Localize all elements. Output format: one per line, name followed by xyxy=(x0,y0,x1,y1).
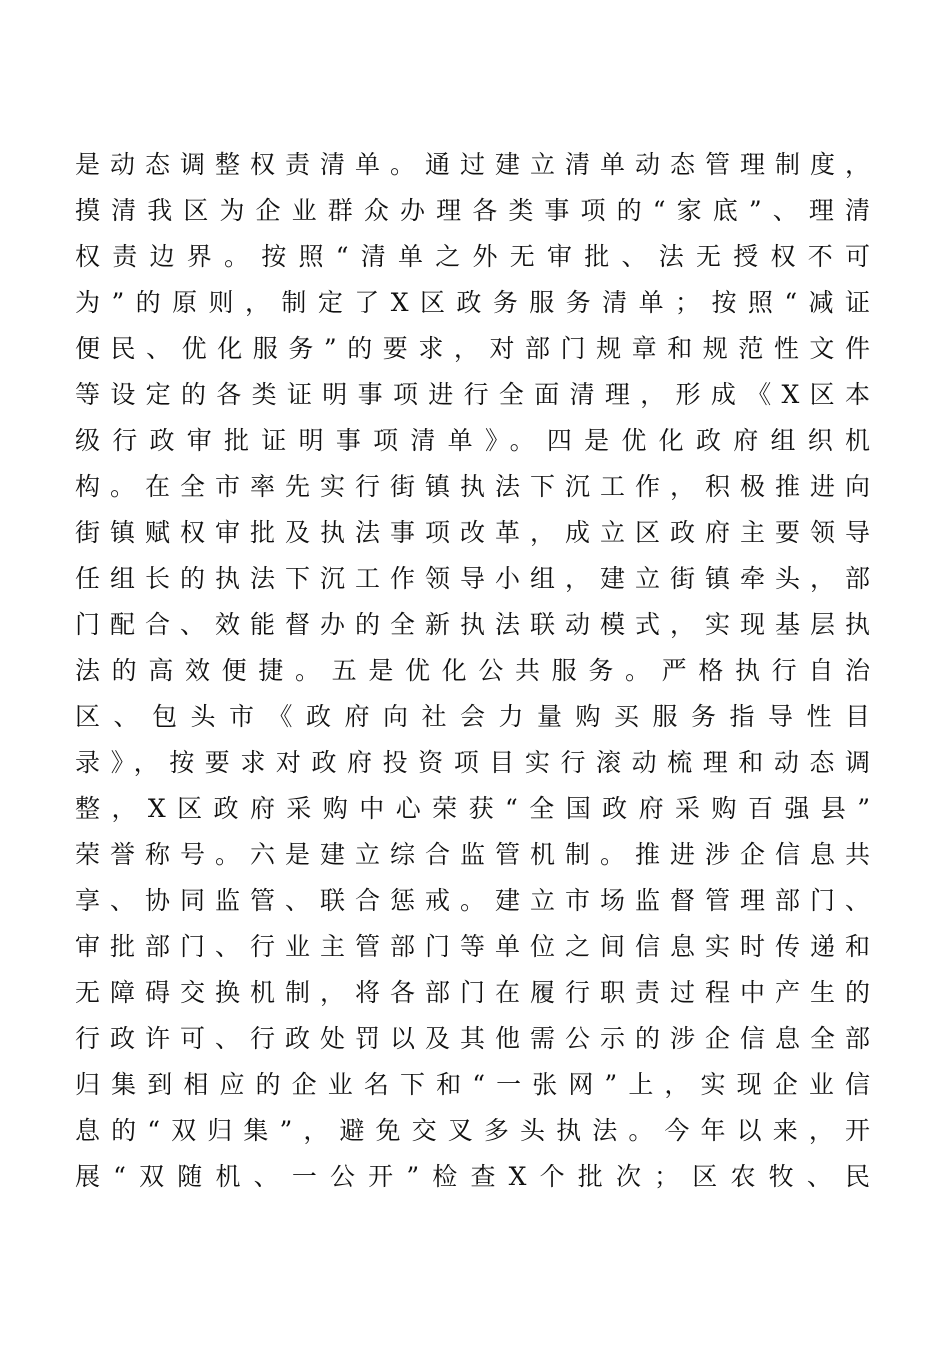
text-line-19: 无障碍交换机制，将各部门在履行职责过程中产生的 xyxy=(75,978,870,1007)
text-line-3: 权责边界。按照“清单之外无审批、法无授权不可 xyxy=(75,242,870,271)
text-line-4: 为”的原则，制定了X区政务服务清单；按照“减证 xyxy=(75,288,870,317)
text-line-7: 级行政审批证明事项清单》。四是优化政府组织机 xyxy=(75,426,870,455)
text-line-6: 等设定的各类证明事项进行全面清理，形成《X区本 xyxy=(75,380,870,409)
text-line-16: 荣誉称号。六是建立综合监管机制。推进涉企信息共 xyxy=(75,840,870,869)
text-line-2: 摸清我区为企业群众办理各类事项的“家底”、理清 xyxy=(75,196,870,225)
text-line-17: 享、协同监管、联合惩戒。建立市场监督管理部门、 xyxy=(75,886,870,915)
text-line-14: 录》，按要求对政府投资项目实行滚动梳理和动态调 xyxy=(75,748,870,777)
text-line-5: 便民、优化服务”的要求，对部门规章和规范性文件 xyxy=(75,334,870,363)
text-line-13: 区、包头市《政府向社会力量购买服务指导性目 xyxy=(75,702,870,731)
text-line-22: 息的“双归集”，避免交叉多头执法。今年以来，开 xyxy=(75,1116,870,1145)
text-line-10: 任组长的执法下沉工作领导小组，建立街镇牵头，部 xyxy=(75,564,870,593)
text-line-21: 归集到相应的企业名下和“一张网”上，实现企业信 xyxy=(75,1070,870,1099)
text-line-9: 街镇赋权审批及执法事项改革，成立区政府主要领导 xyxy=(75,518,870,547)
text-line-18: 审批部门、行业主管部门等单位之间信息实时传递和 xyxy=(75,932,870,961)
text-line-12: 法的高效便捷。五是优化公共服务。严格执行自治 xyxy=(75,656,870,685)
text-line-23: 展“双随机、一公开”检查X个批次；区农牧、民 xyxy=(75,1162,870,1191)
text-line-11: 门配合、效能督办的全新执法联动模式，实现基层执 xyxy=(75,610,870,639)
text-line-8: 构。在全市率先实行街镇执法下沉工作，积极推进向 xyxy=(75,472,870,501)
text-line-1: 是动态调整权责清单。通过建立清单动态管理制度， xyxy=(75,150,870,179)
text-line-15: 整，X区政府采购中心荣获“全国政府采购百强县” xyxy=(75,794,870,823)
text-line-20: 行政许可、行政处罚以及其他需公示的涉企信息全部 xyxy=(75,1024,870,1053)
